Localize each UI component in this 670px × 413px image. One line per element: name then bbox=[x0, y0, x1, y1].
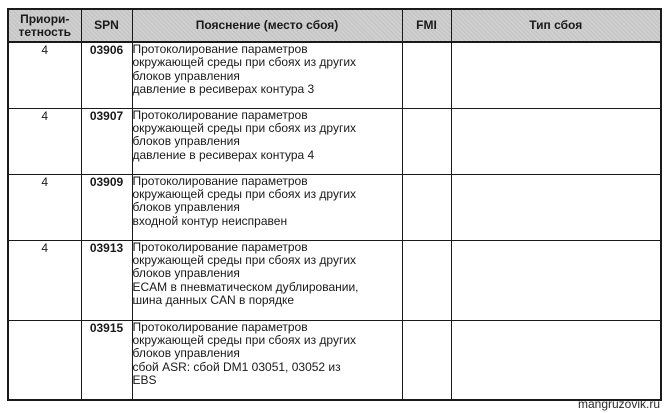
watermark: mangruzovik.ru bbox=[577, 397, 660, 411]
description-line: Протоколирование параметров bbox=[132, 42, 308, 56]
priority-cell: 4 bbox=[8, 240, 81, 320]
description-line: блоков управления bbox=[132, 134, 240, 149]
description-line: окружающей среды при сбоях из других bbox=[132, 55, 357, 70]
description-line: окружающей среды при сбоях из других bbox=[132, 186, 357, 201]
description-cell bbox=[132, 108, 402, 174]
description-line: ECAM в пневматическом дублировании, bbox=[132, 279, 359, 294]
fault-type-cell bbox=[451, 42, 661, 108]
header-description: Пояснение (место сбоя) bbox=[132, 9, 402, 42]
fault-type-cell bbox=[451, 240, 661, 320]
description-line: Протоколирование параметров bbox=[132, 107, 308, 122]
priority-cell: 4 bbox=[8, 174, 81, 240]
description-line: EBS bbox=[132, 373, 157, 388]
header-fault-type: Тип сбоя bbox=[451, 9, 661, 42]
fault-type-cell bbox=[451, 174, 661, 240]
spn-cell: 03913 bbox=[81, 240, 132, 320]
priority-cell: 4 bbox=[8, 108, 81, 174]
spn-cell: 03909 bbox=[81, 174, 132, 240]
spn-cell: 03907 bbox=[81, 108, 132, 174]
description-line: окружающей среды при сбоях из других bbox=[132, 332, 357, 347]
table-row bbox=[8, 240, 661, 320]
header-priority: Приори- тетность bbox=[8, 9, 81, 42]
fmi-cell bbox=[402, 108, 451, 174]
table-row bbox=[8, 174, 661, 240]
fault-type-cell bbox=[451, 320, 661, 400]
header-row bbox=[8, 9, 661, 42]
table-row bbox=[8, 108, 661, 174]
description-line: окружающей среды при сбоях из других bbox=[132, 252, 357, 267]
description-line: давление в ресиверах контура 4 bbox=[132, 147, 315, 162]
priority-cell: 4 bbox=[8, 42, 81, 108]
description-line: блоков управления bbox=[132, 68, 240, 83]
description-cell bbox=[132, 240, 402, 320]
fault-code-table bbox=[7, 8, 662, 401]
description-line: блоков управления bbox=[132, 266, 240, 281]
priority-cell bbox=[8, 320, 81, 400]
spn-cell: 03906 bbox=[81, 42, 132, 108]
fmi-cell bbox=[402, 320, 451, 400]
fault-type-cell bbox=[451, 108, 661, 174]
table-row bbox=[8, 320, 661, 400]
header-spn: SPN bbox=[81, 9, 132, 42]
description-line: блоков управления bbox=[132, 200, 240, 215]
description-line: Протоколирование параметров bbox=[132, 239, 308, 254]
description-line: шина данных CAN в порядке bbox=[132, 293, 295, 308]
table-row bbox=[8, 42, 661, 108]
description-cell bbox=[132, 320, 402, 400]
fmi-cell bbox=[402, 240, 451, 320]
description-line: входной контур неисправен bbox=[132, 213, 288, 228]
description-cell bbox=[132, 174, 402, 240]
fmi-cell bbox=[402, 174, 451, 240]
spn-cell: 03915 bbox=[81, 320, 132, 400]
header-fmi: FMI bbox=[402, 9, 451, 42]
description-line: окружающей среды при сбоях из других bbox=[132, 120, 357, 135]
description-line: сбой ASR: сбой DM1 03051, 03052 из bbox=[132, 359, 341, 374]
description-line: Протоколирование параметров bbox=[132, 319, 308, 334]
fmi-cell bbox=[402, 42, 451, 108]
description-line: давление в ресиверах контура 3 bbox=[132, 82, 315, 97]
description-line: Протоколирование параметров bbox=[132, 173, 308, 188]
description-cell bbox=[132, 42, 402, 108]
description-line: блоков управления bbox=[132, 346, 240, 361]
